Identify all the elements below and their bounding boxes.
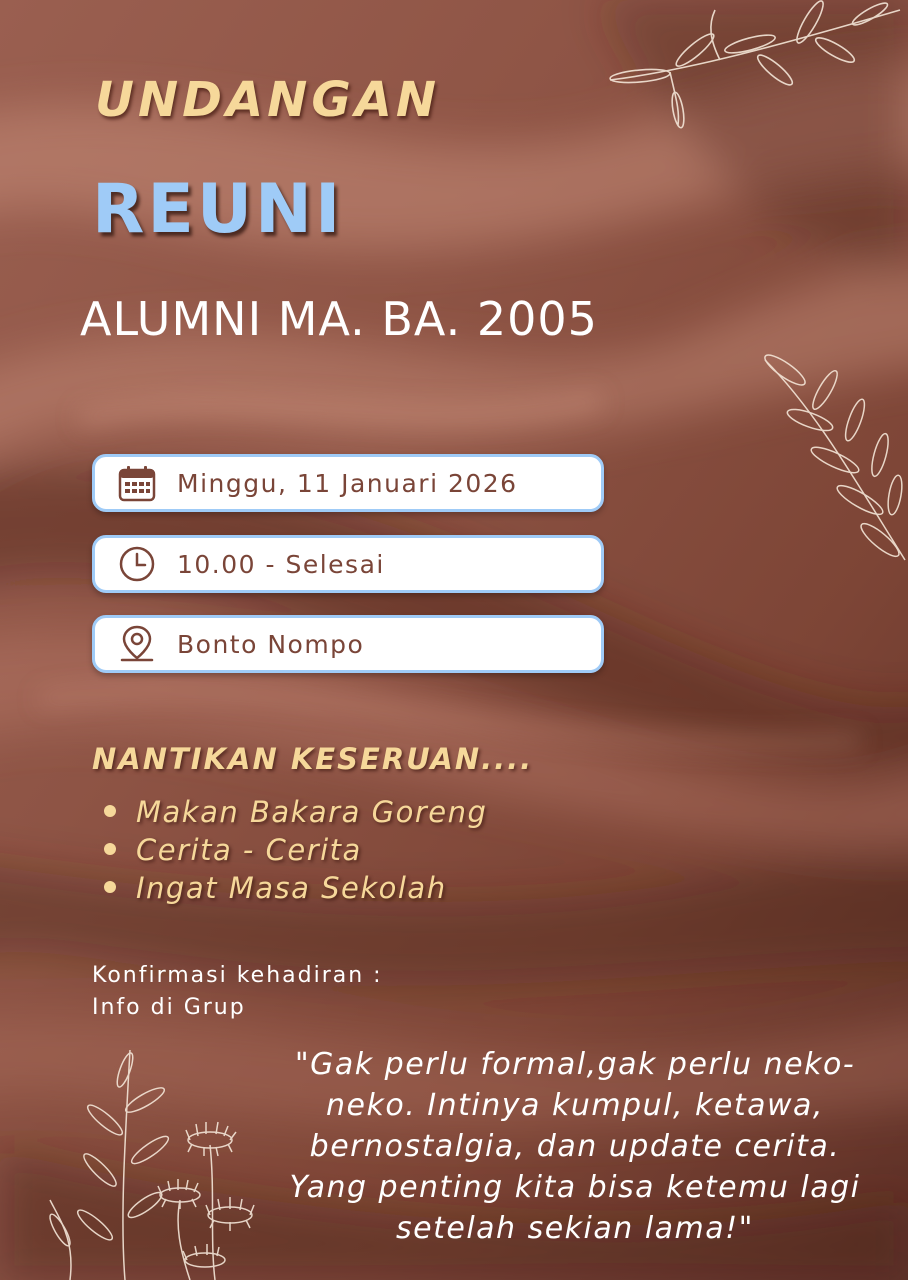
event-date: Minggu, 11 Januari 2026 [177,468,518,498]
rsvp-label: Konfirmasi kehadiran : [92,963,383,988]
bullet-icon [104,805,116,817]
list-item [104,869,487,907]
list-item [104,831,487,869]
leaf-branch-top-right-icon [600,0,908,130]
fun-item-text: Cerita - Cerita [136,833,362,867]
rsvp-section [92,960,383,1024]
fun-heading: NANTIKAN KESERUAN.... [92,742,534,776]
rsvp-value: Info di Grup [92,995,246,1020]
fun-list [104,793,487,907]
alumni-subtitle: ALUMNI MA. BA. 2005 [80,292,598,346]
flower-branch-bottom-left-icon [30,1040,280,1280]
calendar-icon [117,463,157,503]
fun-item-text: Ingat Masa Sekolah [136,871,447,905]
invitation-label: UNDANGAN [95,72,441,128]
quote-text: "Gak perlu formal,gak perlu neko-neko. Intinya kumpul, ketawa, bernostalgia, dan update cerita. Yang penting kita bisa ketemu lagi setelah sekian lama!" [289,1047,861,1246]
event-title: REUNI [92,170,344,249]
location-box [92,615,604,673]
time-box [92,535,604,593]
leaf-branch-right-icon [755,350,908,570]
bullet-icon [104,881,116,893]
clock-icon [117,544,157,584]
event-time: 10.00 - Selesai [177,549,385,579]
location-pin-icon [117,624,157,664]
bullet-icon [104,843,116,855]
list-item [104,793,487,831]
event-location: Bonto Nompo [177,629,365,659]
date-box [92,454,604,512]
fun-item-text: Makan Bakara Goreng [136,795,488,829]
